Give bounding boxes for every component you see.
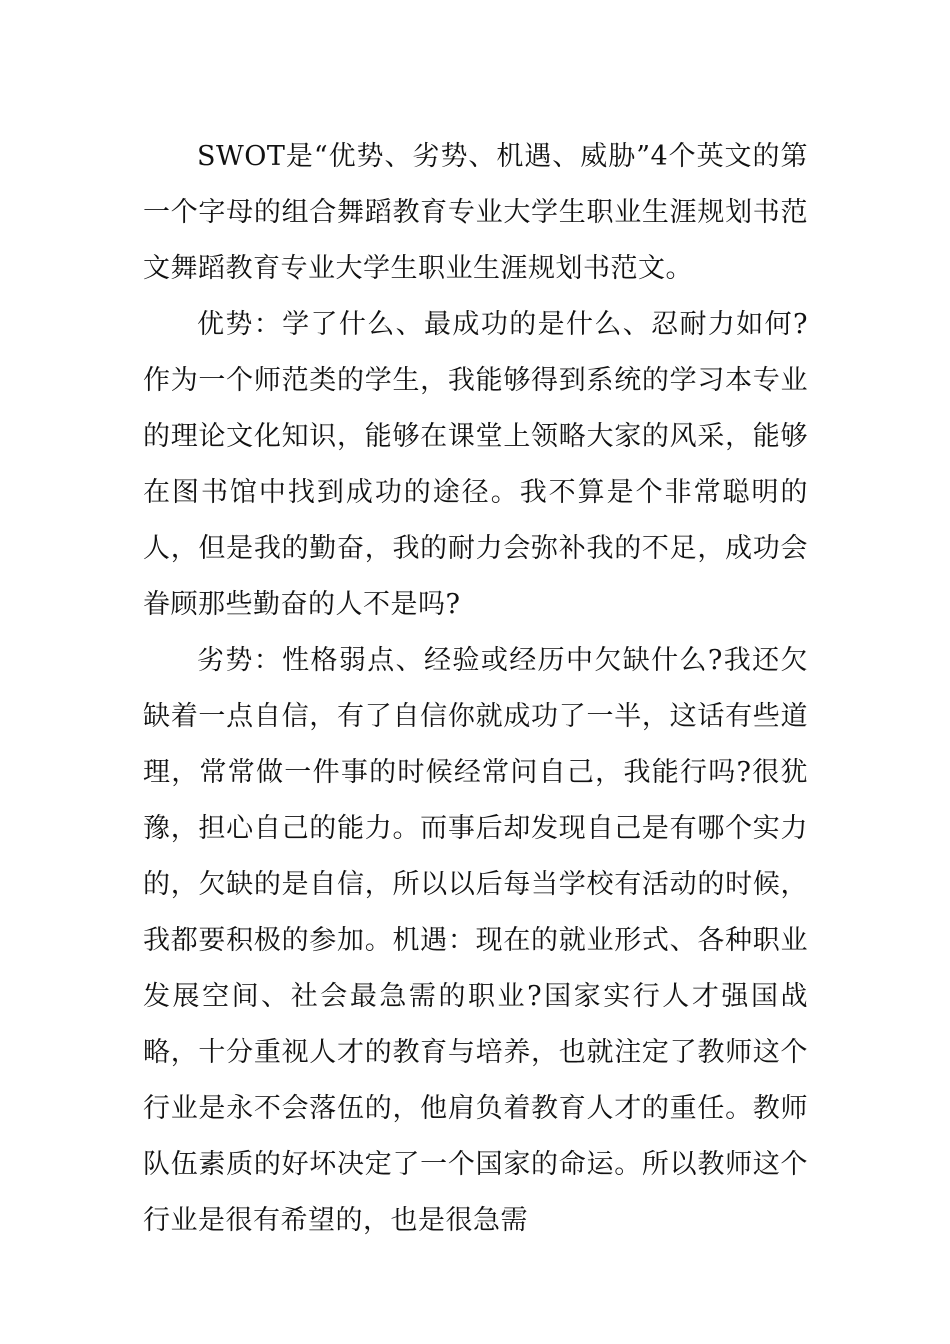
paragraph-strengths: 优势：学了什么、最成功的是什么、忍耐力如何?作为一个师范类的学生，我能够得到系统的学习本专业的理论文化知识，能够在课堂上领略大家的风采，能够在图书馆中找到成功的途径。我不算是个非常聪明的人，但是我的勤奋，我的耐力会弥补我的不足，成功会眷顾那些勤奋的人不是吗? [143, 309, 808, 620]
paragraph-weaknesses-opportunities: 劣势：性格弱点、经验或经历中欠缺什么?我还欠缺着一点自信，有了自信你就成功了一半，这话有些道理，常常做一件事的时候经常问自己，我能行吗?很犹豫，担心自己的能力。而事后却发现自己是有哪个实力的，欠缺的是自信，所以以后每当学校有活动的时候，我都要积极的参加。机遇：现在的就业形式、各种职业发展空间、社会最急需的职业?国家实行人才强国战略，十分重视人才的教育与培养，也就注定了教师这个行业是永不会落伍的，他肩负着教育人才的重任。教师队伍素质的好坏决定了一个国家的命运。所以教师这个行业是很有希望的，也是很急需 [143, 645, 808, 1236]
document-body [143, 129, 808, 1249]
paragraph-swot-intro: SWOT是“优势、劣势、机遇、威胁”4个英文的第一个字母的组合舞蹈教育专业大学生职业生涯规划书范文舞蹈教育专业大学生职业生涯规划书范文。 [143, 141, 808, 284]
